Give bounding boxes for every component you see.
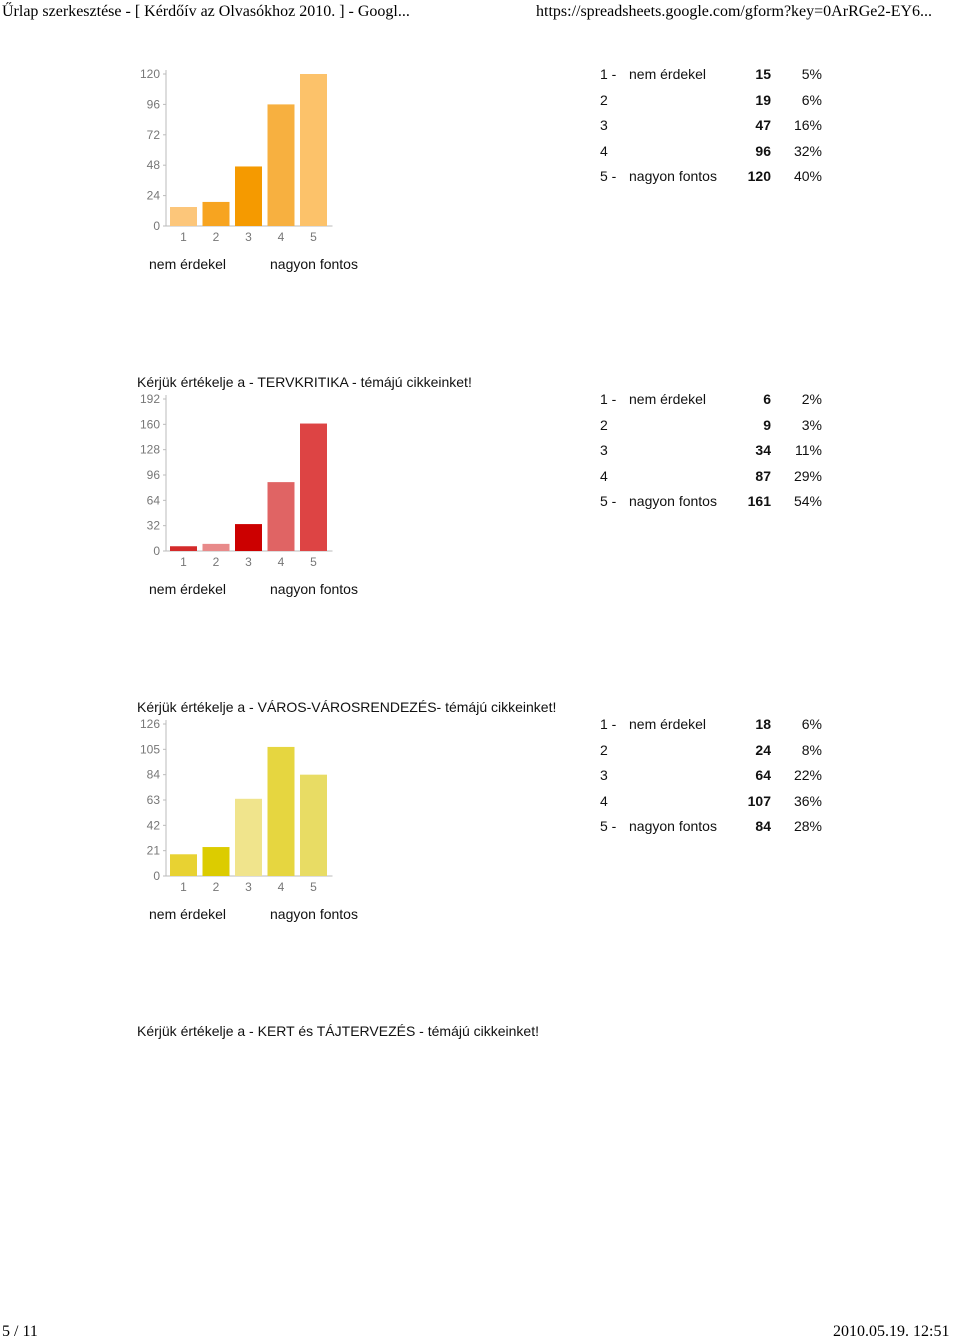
results-table <box>600 390 830 518</box>
rating-number: 4 <box>600 792 608 809</box>
browser-window-title: Űrlap szerkesztése - [ Kérdőív az Olvasókhoz 2010. ] - Googl... <box>2 3 410 20</box>
results-row <box>600 715 830 741</box>
rating-number: 3 <box>600 117 608 133</box>
rating-number: 1 - <box>600 716 617 732</box>
bar-4 <box>268 747 295 876</box>
response-percent: 8% <box>801 741 822 758</box>
rating-number: 4 <box>600 467 608 484</box>
y-tick-label: 96 <box>146 468 160 482</box>
y-tick-label: 0 <box>153 219 160 233</box>
page-url: https://spreadsheets.google.com/gform?key=0ArRGe2-EY6... <box>536 3 933 20</box>
results-row <box>600 167 830 193</box>
response-count: 120 <box>747 168 771 184</box>
question-title: Kérjük értékelje a - TERVKRITIKA - témájú cikkeinket! <box>137 374 472 390</box>
bar-3 <box>235 524 262 551</box>
x-tick-label: 3 <box>245 880 252 894</box>
response-count: 96 <box>755 142 771 159</box>
bar-2 <box>203 544 230 551</box>
x-tick-label: 2 <box>212 230 220 244</box>
response-count: 107 <box>747 792 771 809</box>
rating-label: nagyon fontos <box>629 493 717 509</box>
bar-5 <box>300 424 327 551</box>
bar-2 <box>203 847 230 876</box>
rating-number: 2 <box>600 416 608 433</box>
question-section-1 <box>0 66 960 276</box>
x-tick-label: 1 <box>180 555 187 569</box>
y-tick-label: 160 <box>139 417 160 432</box>
rating-number: 2 <box>600 91 608 108</box>
legend-high-label: nagyon fontos <box>270 581 358 597</box>
bar-1 <box>170 854 197 876</box>
results-row <box>600 741 830 767</box>
response-count: 34 <box>755 442 771 458</box>
legend-low-label: nem érdekel <box>149 256 227 272</box>
rating-number: 2 <box>600 741 608 758</box>
bar-4 <box>268 104 295 226</box>
response-count: 84 <box>755 818 771 834</box>
chart-svg <box>134 716 344 901</box>
results-row <box>600 817 830 843</box>
results-row <box>600 467 830 493</box>
rating-label: nem érdekel <box>629 391 707 407</box>
rating-label: nem érdekel <box>629 716 707 732</box>
rating-number: 1 - <box>600 66 617 82</box>
x-tick-label: 2 <box>212 555 220 569</box>
bar-chart-2 <box>134 391 344 576</box>
y-tick-label: 96 <box>146 97 160 112</box>
rating-label: nagyon fontos <box>629 818 717 834</box>
response-percent: 28% <box>793 818 822 834</box>
x-tick-label: 4 <box>277 880 285 894</box>
results-row <box>600 766 830 792</box>
x-tick-label: 5 <box>310 230 317 244</box>
response-percent: 5% <box>801 66 822 82</box>
bar-2 <box>203 202 230 226</box>
response-percent: 22% <box>793 767 822 783</box>
question-title: Kérjük értékelje a - KERT és TÁJTERVEZÉS - témájú cikkeinket! <box>137 1023 540 1039</box>
bar-5 <box>300 775 327 876</box>
response-percent: 6% <box>801 716 822 732</box>
x-tick-label: 5 <box>310 880 317 894</box>
bar-1 <box>170 207 197 226</box>
response-count: 15 <box>755 66 771 82</box>
y-tick-label: 84 <box>146 767 160 782</box>
x-tick-label: 1 <box>180 880 187 894</box>
print-datetime: 2010.05.19. 12:51 <box>833 1323 950 1340</box>
rating-number: 5 - <box>600 493 617 509</box>
rating-number: 3 <box>600 767 608 783</box>
response-percent: 36% <box>793 792 822 809</box>
y-tick-label: 128 <box>139 442 160 457</box>
y-tick-label: 63 <box>146 793 160 807</box>
y-tick-label: 64 <box>146 493 160 508</box>
chart-svg <box>134 391 344 576</box>
response-percent: 16% <box>793 117 822 133</box>
rating-label: nem érdekel <box>629 66 707 82</box>
results-row <box>600 492 830 518</box>
y-tick-label: 72 <box>146 127 160 142</box>
x-tick-label: 2 <box>212 880 220 894</box>
response-percent: 6% <box>801 91 822 108</box>
x-tick-label: 3 <box>245 230 252 244</box>
y-tick-label: 48 <box>146 158 160 173</box>
y-tick-label: 24 <box>146 188 160 203</box>
response-count: 6 <box>763 391 771 407</box>
rating-number: 1 - <box>600 391 617 407</box>
rating-number: 5 - <box>600 168 617 184</box>
results-row <box>600 116 830 142</box>
question-section-3 <box>0 716 960 926</box>
response-count: 64 <box>755 767 771 783</box>
legend-low-label: nem érdekel <box>149 581 227 597</box>
response-count: 18 <box>755 716 771 732</box>
question-section-2 <box>0 391 960 601</box>
x-tick-label: 4 <box>277 230 285 244</box>
x-tick-label: 3 <box>245 555 252 569</box>
results-table <box>600 715 830 843</box>
rating-number: 5 - <box>600 818 617 834</box>
x-tick-label: 4 <box>277 555 285 569</box>
response-percent: 11% <box>795 442 822 458</box>
x-tick-label: 1 <box>180 230 187 244</box>
rating-number: 4 <box>600 142 608 159</box>
legend-low-label: nem érdekel <box>149 906 227 922</box>
results-table <box>600 65 830 193</box>
legend-high-label: nagyon fontos <box>270 906 358 922</box>
response-percent: 54% <box>793 493 822 509</box>
y-tick-label: 192 <box>139 392 160 406</box>
bar-5 <box>300 74 327 226</box>
rating-label: nagyon fontos <box>629 168 717 184</box>
bar-4 <box>268 482 295 551</box>
response-percent: 3% <box>801 416 822 433</box>
results-row <box>600 390 830 416</box>
chart-svg <box>134 66 344 251</box>
y-tick-label: 126 <box>139 717 160 731</box>
y-tick-label: 105 <box>139 742 160 757</box>
legend-high-label: nagyon fontos <box>270 256 358 272</box>
bar-chart-3 <box>134 716 344 901</box>
rating-number: 3 <box>600 442 608 458</box>
results-row <box>600 142 830 168</box>
response-count: 9 <box>763 416 771 433</box>
results-row <box>600 441 830 467</box>
bar-3 <box>235 166 262 226</box>
results-row <box>600 91 830 117</box>
results-row <box>600 416 830 442</box>
response-count: 47 <box>755 117 771 133</box>
y-tick-label: 32 <box>146 518 160 533</box>
y-tick-label: 0 <box>153 869 160 883</box>
response-percent: 40% <box>793 168 822 184</box>
bar-1 <box>170 546 197 551</box>
y-tick-label: 42 <box>146 818 160 833</box>
bar-3 <box>235 799 262 876</box>
y-tick-label: 21 <box>146 843 160 858</box>
results-row <box>600 65 830 91</box>
y-tick-label: 120 <box>139 67 160 81</box>
page-number: 5 / 11 <box>2 1323 38 1340</box>
x-tick-label: 5 <box>310 555 317 569</box>
response-count: 19 <box>755 91 771 108</box>
bar-chart-1 <box>134 66 344 251</box>
response-percent: 32% <box>793 142 822 159</box>
response-count: 87 <box>755 467 771 484</box>
question-title: Kérjük értékelje a - VÁROS-VÁROSRENDEZÉS- témájú cikkeinket! <box>137 699 557 715</box>
response-count: 161 <box>747 493 771 509</box>
response-count: 24 <box>755 741 771 758</box>
response-percent: 2% <box>801 391 822 407</box>
results-row <box>600 792 830 818</box>
y-tick-label: 0 <box>153 544 160 558</box>
response-percent: 29% <box>793 467 822 484</box>
